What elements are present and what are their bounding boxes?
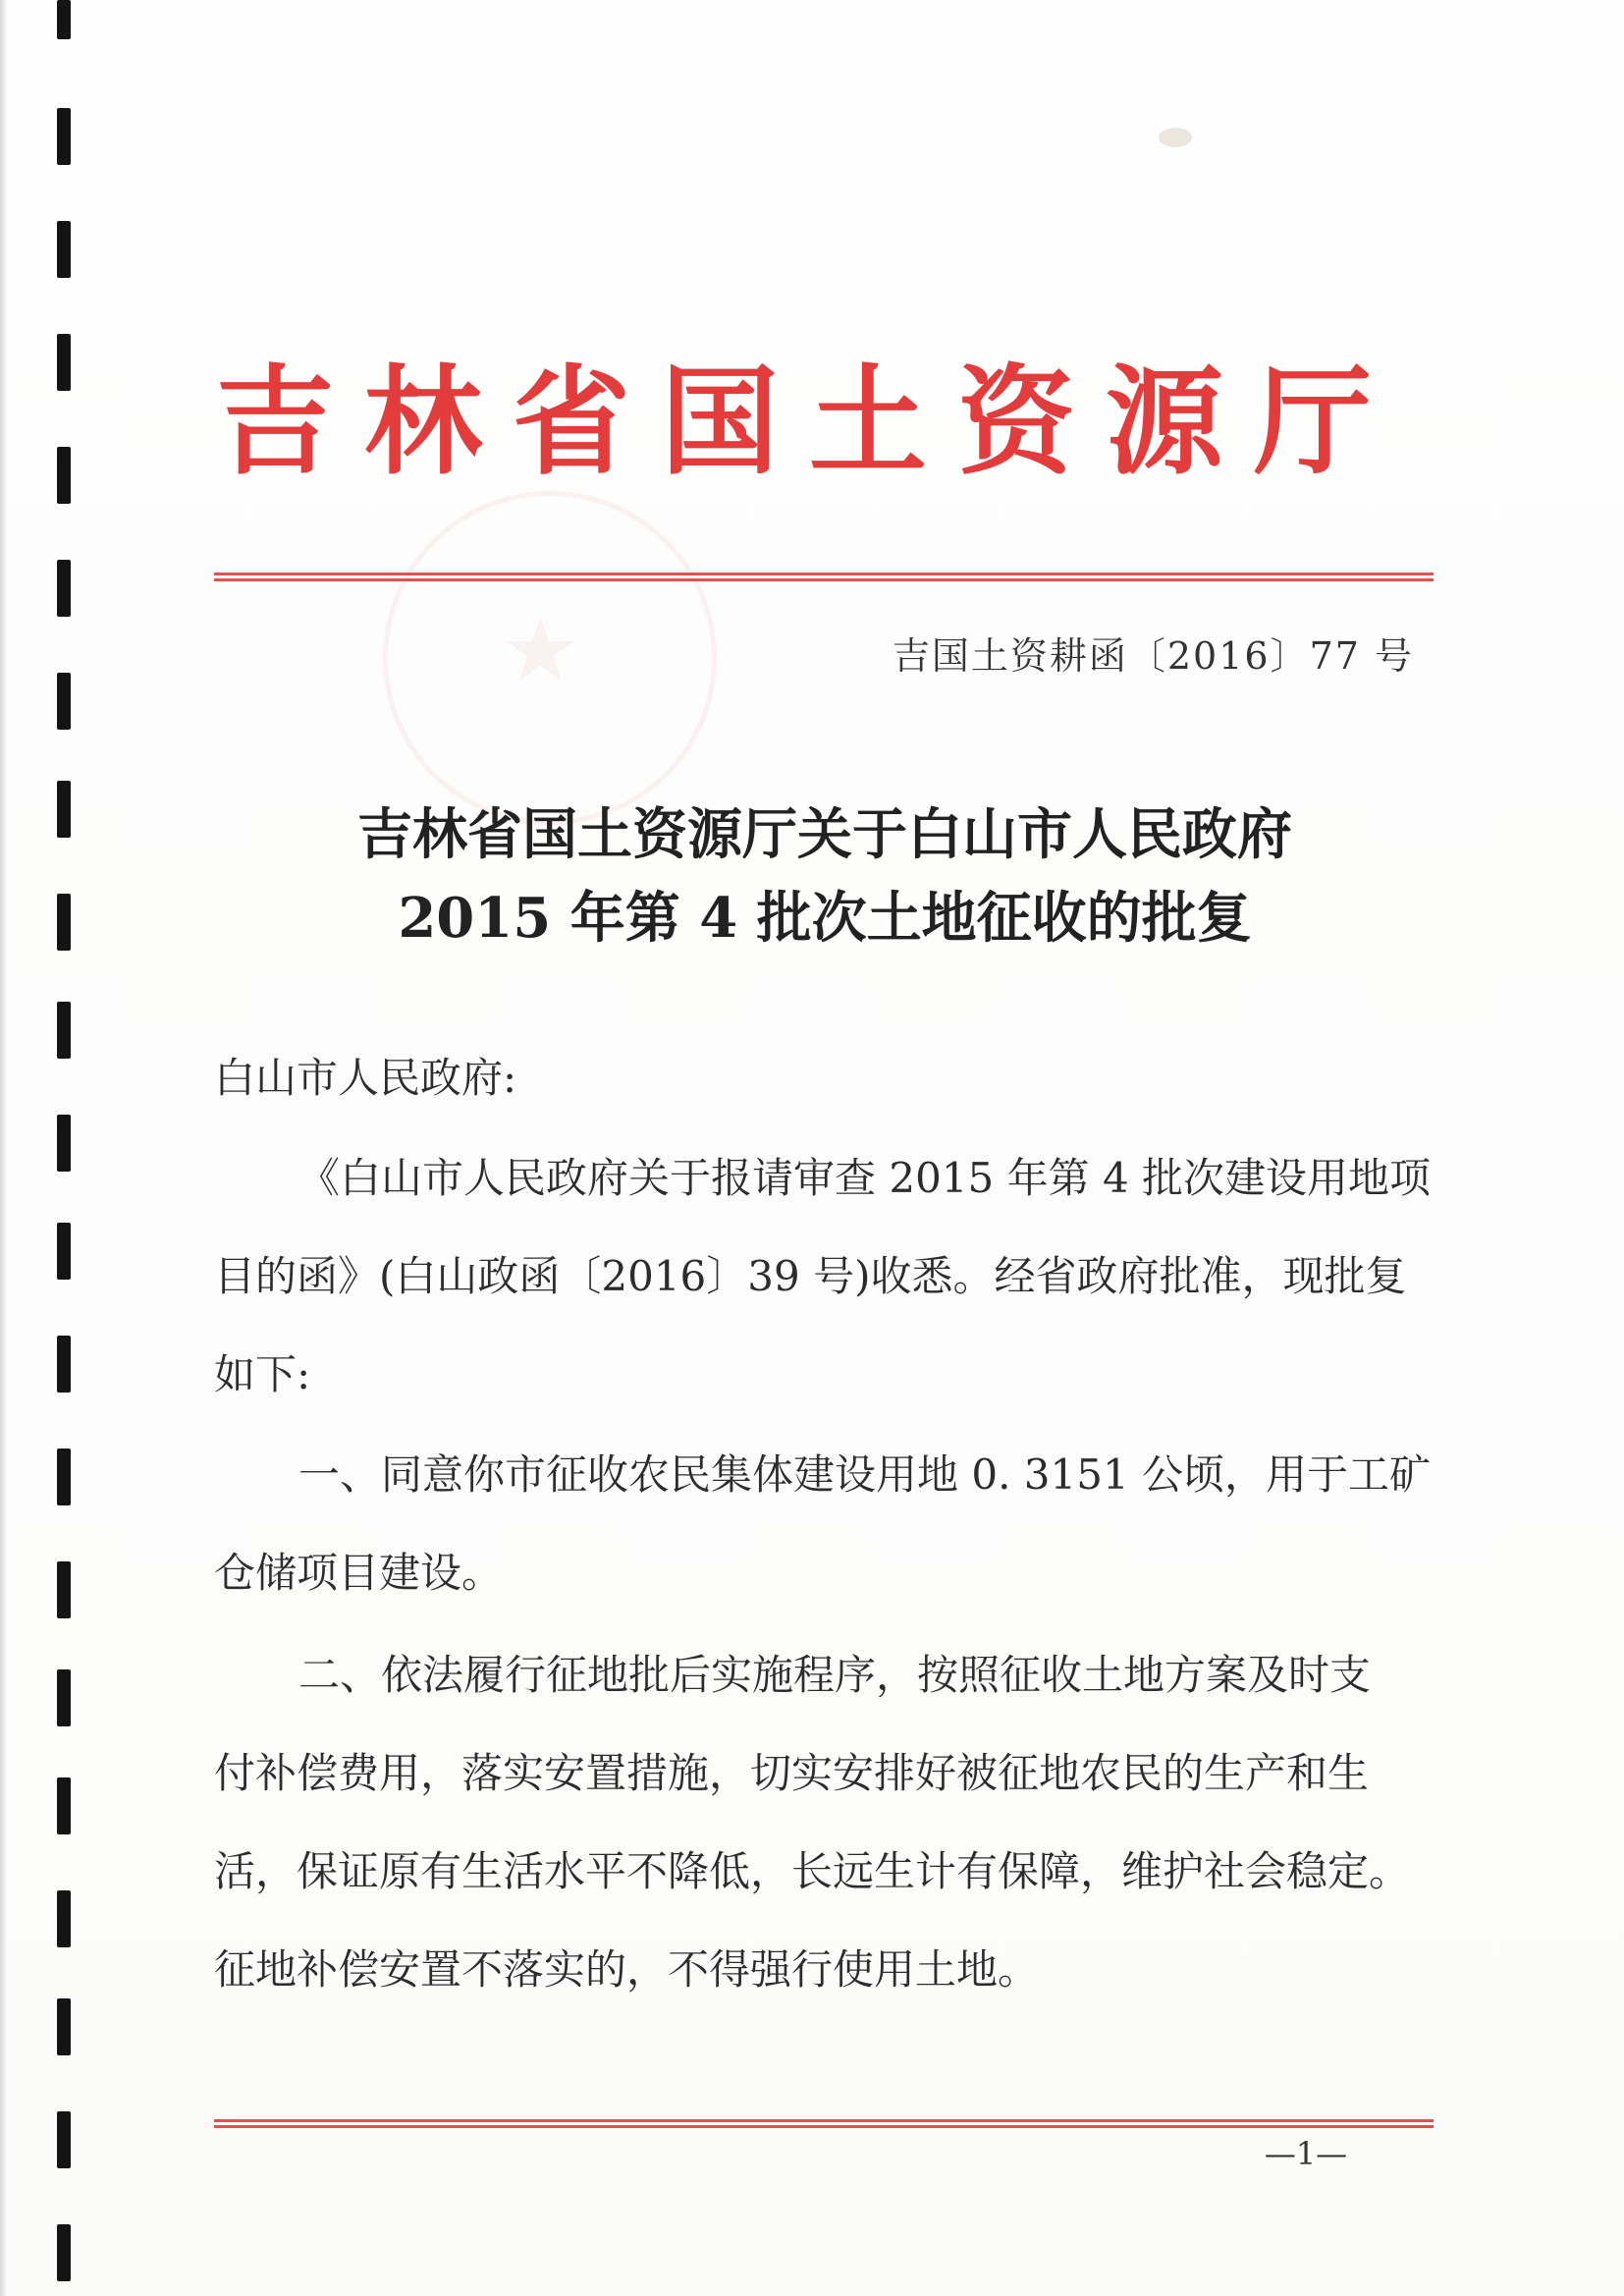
binding-mark (57, 560, 71, 617)
page-number: —1— (1264, 2135, 1348, 2172)
binding-mark (57, 2111, 71, 2168)
binding-mark (57, 894, 71, 951)
item-1-paragraph (214, 1426, 1432, 1622)
paragraph-line: 如下: (214, 1350, 311, 1398)
binding-mark (57, 1890, 71, 1947)
document-title-line-1: 吉林省国土资源厅关于白山市人民政府 (357, 802, 1292, 867)
binding-mark (57, 1561, 71, 1618)
binding-mark (57, 1002, 71, 1059)
salutation-text: 白山市人民政府: (214, 1054, 517, 1102)
binding-mark (57, 1449, 71, 1505)
paragraph-line: 一、同意你市征收农民集体建设用地 0. 3151 公顷，用于工矿 (298, 1450, 1432, 1499)
binding-mark (57, 1998, 71, 2055)
letterhead-rule-top (214, 573, 1434, 581)
binding-mark (57, 334, 71, 391)
document-title-line-2: 2015 年第 4 批次土地征收的批复 (398, 886, 1252, 951)
item-2-paragraph (214, 1626, 1432, 2019)
paragraph-line: 征地补偿安置不落实的，不得强行使用土地。 (214, 1945, 1040, 1994)
binding-mark (57, 221, 71, 278)
intro-paragraph (214, 1129, 1432, 1424)
letterhead-title: 吉林省国土资源厅 (216, 353, 1402, 491)
binding-mark (57, 1777, 71, 1834)
salutation (214, 1029, 1432, 1127)
binding-mark (57, 673, 71, 730)
binding-mark (57, 1223, 71, 1280)
binding-marks (0, 0, 98, 2296)
document-number: 吉国土资耕函〔2016〕77 号 (892, 634, 1414, 678)
binding-mark (57, 1336, 71, 1393)
paragraph-line: 目的函》(白山政函〔2016〕39 号)收悉。经省政府批准，现批复 (214, 1252, 1407, 1300)
binding-mark (57, 1669, 71, 1726)
scan-edge (0, 0, 8, 2296)
binding-mark (57, 108, 71, 165)
binding-mark (57, 447, 71, 504)
binding-mark (57, 2224, 71, 2281)
paragraph-line: 《白山市人民政府关于报请审查 2015 年第 4 批次建设用地项 (298, 1154, 1432, 1202)
binding-mark (57, 781, 71, 838)
paragraph-line: 活，保证原有生活水平不降低，长远生计有保障，维护社会稳定。 (214, 1847, 1411, 1895)
seal-star-icon: ★ (501, 599, 580, 702)
paragraph-line: 付补偿费用，落实安置措施，切实安排好被征地农民的生产和生 (214, 1749, 1370, 1797)
scan-smudge (1159, 128, 1192, 147)
binding-mark (57, 1115, 71, 1172)
paragraph-line: 仓储项目建设。 (214, 1549, 504, 1597)
paragraph-line: 二、依法履行征地批后实施程序，按照征收土地方案及时支 (298, 1651, 1372, 1699)
binding-mark (57, 0, 71, 39)
